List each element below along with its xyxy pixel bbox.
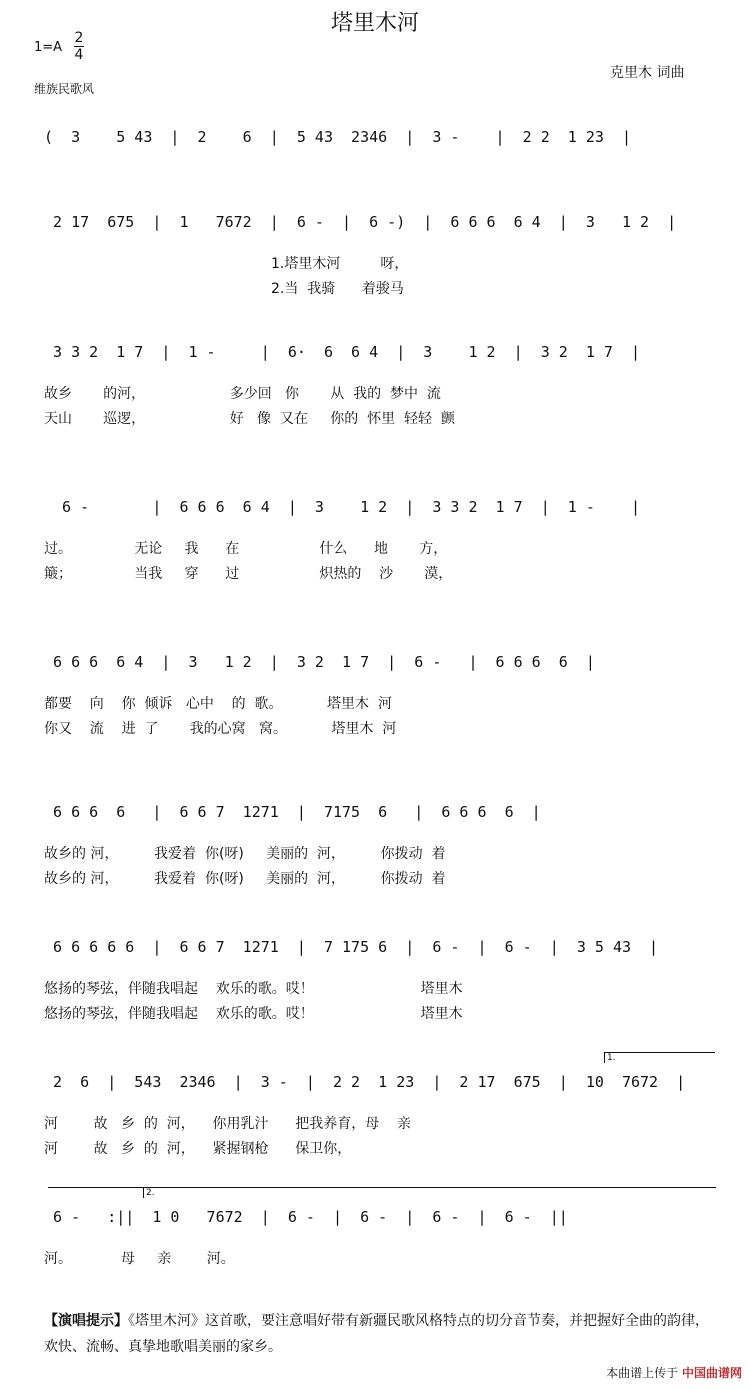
time-signature-bottom: 4 (74, 47, 84, 63)
composer-credit: 克里木 词曲 (610, 65, 685, 81)
note-line: 6 6 6 6 | 6 6 7 1271 | 7175 6 | 6 6 6 6 | (44, 803, 541, 821)
lyric-line: 河 故 乡 的 河， 紧握钢枪 保卫你， (44, 1141, 352, 1157)
footer (606, 1364, 742, 1381)
lyric-line: 2.当 我骑 着骏马 (44, 281, 404, 297)
note-line: 3 3 2 1 7 | 1 - | 6· 6 6 4 | 3 1 2 | 3 2 1 7 | (44, 343, 641, 361)
staff-divider (48, 1187, 143, 1188)
volta-first: 1. (604, 1052, 715, 1063)
lyric-line: 河 故 乡 的 河， 你用乳汁 把我养育，母 亲 (44, 1116, 412, 1132)
style-marking: 维族民歌风 (34, 82, 95, 96)
lyric-line: 故乡 的河， 多少回 你 从 我的 梦中 流 (44, 386, 441, 402)
site-logo: 中国曲谱网 (681, 1366, 742, 1380)
lyric-line: 都要 向 你 倾诉 心中 的 歌。 塔里木 河 (44, 696, 392, 712)
time-signature-top: 2 (74, 30, 84, 46)
time-signature (74, 30, 84, 63)
lyric-line: 故乡的 河， 我爱着 你(呀) 美丽的 河， 你拨动 着 (44, 846, 446, 862)
tip-text: 《塔里木河》这首歌，要注意唱好带有新疆民歌风格特点的切分音节奏，并把握好全曲的韵律，欢快、流畅、真挚地歌唱美丽的家乡。 (44, 1313, 709, 1355)
footer-text: 本曲谱上传于 (606, 1366, 679, 1380)
lyric-line: 1.塔里木河 呀， (44, 256, 409, 272)
performance-tip (44, 1308, 714, 1360)
lyric-line: 故乡的 河， 我爱着 你(呀) 美丽的 河， 你拨动 着 (44, 871, 446, 887)
note-line: 2 17 675 | 1 7672 | 6 - | 6 -) | 6 6 6 6 4 | 3 1 2 | (44, 213, 677, 231)
key-signature: 1=A (34, 40, 63, 55)
lyric-line: 河。 母 亲 河。 (44, 1251, 235, 1267)
note-line: 6 - :|| 1 0 7672 | 6 - | 6 - | 6 - | 6 - || (44, 1208, 568, 1226)
note-line: 6 - | 6 6 6 6 4 | 3 1 2 | 3 3 2 1 7 | 1 - | (44, 498, 641, 516)
lyric-line: 你又 流 进 了 我的心窝 窝。 塔里木 河 (44, 721, 397, 737)
lyric-line: 过。 无论 我 在 什么 地 方， (44, 541, 448, 557)
note-line: 6 6 6 6 4 | 3 1 2 | 3 2 1 7 | 6 - | 6 6 6 6 | (44, 653, 595, 671)
note-line: 6 6 6 6 6 | 6 6 7 1271 | 7 175 6 | 6 - | 6 - | 3 5 43 | (44, 938, 659, 956)
lyric-line: 簸； 当我 穿 过 炽热的 沙 漠， (44, 566, 453, 582)
lyric-line: 悠扬的琴弦，伴随我唱起 欢乐的歌。哎！ 塔里木 (44, 981, 463, 997)
volta-second: 2. (143, 1187, 716, 1198)
lyric-line: 悠扬的琴弦，伴随我唱起 欢乐的歌。哎！ 塔里木 (44, 1006, 463, 1022)
note-line: 2 6 | 543 2346 | 3 - | 2 2 1 23 | 2 17 675 | 10 7672 | (44, 1073, 686, 1091)
lyric-line: 天山 巡逻， 好 像 又在 你的 怀里 轻轻 颤 (44, 411, 455, 427)
note-line: ( 3 5 43 | 2 6 | 5 43 2346 | 3 - | 2 2 1 23 | (44, 128, 631, 146)
tip-label: 【演唱提示】 (44, 1313, 128, 1329)
page-title: 塔里木河 (330, 11, 419, 36)
